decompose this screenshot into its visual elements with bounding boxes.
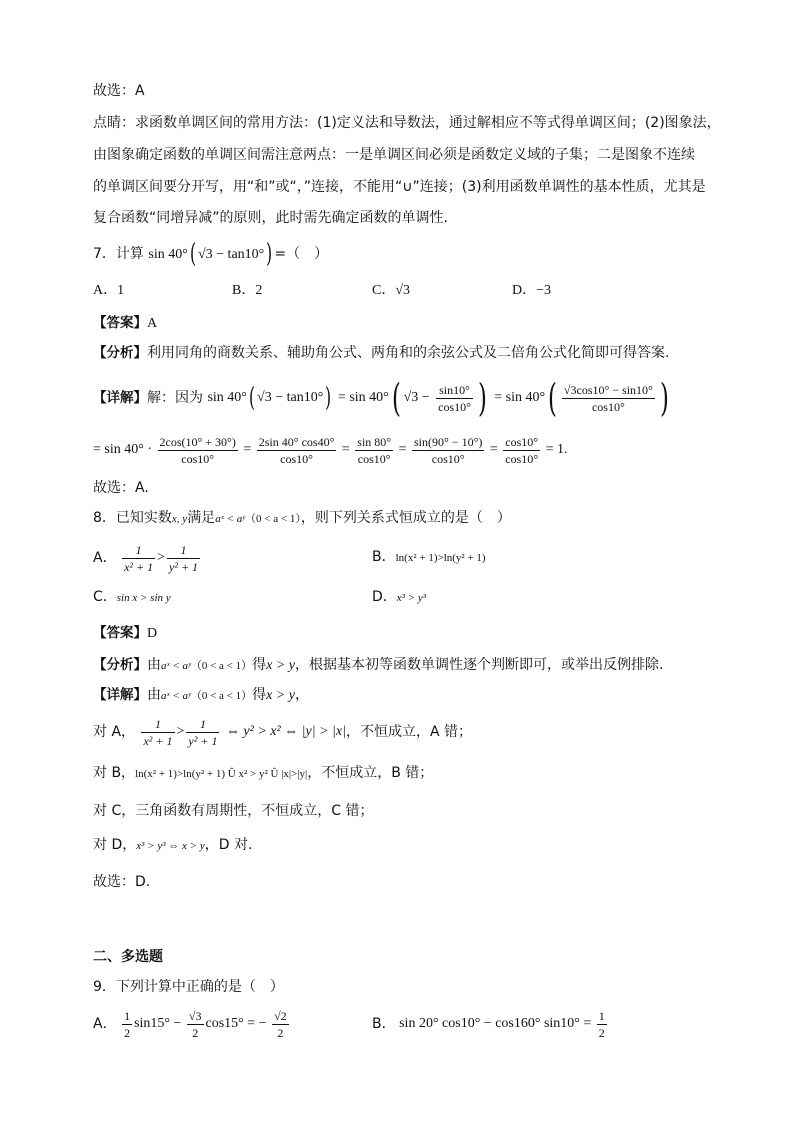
q8-detail-a: 对 A， $\frac{1}{\text{x² + 1}}$ > $\frac{1}{\text{y² + 1}}$ ⇔ y² > x² ⇔ |y| > |x|，不恒成立，A 错； <box>93 716 472 748</box>
q7-close: 故选：A. <box>93 480 149 496</box>
section-title: 二、多选题 <box>93 949 163 965</box>
fraction: $\frac{1}{2}$ <box>124 1008 131 1040</box>
q8-option-d[interactable]: D．x³ > y³ <box>372 589 427 605</box>
fraction: $\frac{√3\cos 10^\circ - \sin 10^\circ}{\cos 10^\circ}$ <box>563 382 653 414</box>
q8-detail-c: 对 C，三角函数有周期性，不恒成立，C 错； <box>93 803 374 819</box>
prev-answer-line: 故选：A <box>93 83 145 99</box>
fraction: $\frac{1}{\text{y² + 1}}$ <box>188 716 218 748</box>
q8-detail-b: 对 B，ln(x² + 1)>ln(y² + 1) Û x² > y² Û |x|>|y|，不恒成立，B 错； <box>93 765 434 781</box>
q8-stem: 8．已知实数x, y满足aˣ < aʸ（0 < a < 1），则下列关系式恒成立的是（ ） <box>93 510 511 526</box>
q8-option-c[interactable]: C．sin x > sin y <box>93 589 171 605</box>
fraction: $\frac{1}{\text{x² + 1}}$ <box>143 716 173 748</box>
fraction: $\frac{1}{2}$ <box>598 1008 605 1040</box>
q8-option-b[interactable]: B．ln(x² + 1)>ln(y² + 1) <box>372 549 486 565</box>
fraction: $\frac{2\sin 40^\circ \cos 40^\circ}{\cos 10^\circ}$ <box>258 434 335 466</box>
tips-line-1: 点睛：求函数单调区间的常用方法：(1)定义法和导数法，通过解相应不等式得单调区间；(2)图象法， <box>93 115 721 131</box>
fraction: $\frac{\cos 10^\circ}{\cos 10^\circ}$ <box>505 434 539 466</box>
q7-answer: 【答案】A <box>93 315 158 331</box>
q9-stem: 9．下列计算中正确的是（ ） <box>93 979 284 995</box>
fraction: $\frac{1}{\text{x² + 1}}$ <box>124 542 154 574</box>
q9-option-b[interactable]: B． sin 20° cos10° − cos160° sin10° = $\frac{1}{2}$ <box>372 1008 605 1040</box>
q7-option-a[interactable]: A．1 <box>93 283 125 298</box>
q7-option-b[interactable]: B．2 <box>232 283 263 298</box>
tips-line-3: 的单调区间要分开写，用“和”或“，”连接，不能用“∪”连接；(3)利用函数单调性的基本性质，尤其是 <box>93 179 706 195</box>
fraction: $\frac{√3}{2}$ <box>188 1008 202 1040</box>
fraction: $\frac{\sin(90^\circ - 10^\circ)}{\cos 10^\circ}$ <box>414 434 483 466</box>
q7-option-d[interactable]: D．−3 <box>512 283 552 298</box>
q8-close: 故选：D. <box>93 874 151 890</box>
q7-detail-line-2: = sin 40° · $\frac{2\cos(10^\circ + 30^\circ)}{\cos 10^\circ}$ = $\frac{2\sin 40^\circ \cos 40^\circ}{\cos 10^\circ}$ = $\frac{\sin 80^\circ}{\cos 10^\circ}$ = $\frac{\sin(90^\circ - 10^\circ)}{\cos 10^\circ}$ = $\frac{\cos 10^\circ}{\cos 10^\circ}$ = 1. <box>93 434 568 466</box>
fraction: $\frac{1}{\text{y² + 1}}$ <box>169 542 199 574</box>
q7-stem: 7．计算 sin 40°( √3 − tan10°) =（ ） <box>93 239 329 269</box>
fraction: $\frac{\sin 10^\circ}{\cos 10^\circ}$ <box>438 382 471 414</box>
q9-option-a[interactable]: A． $\frac{1}{2}$ sin15° − $\frac{√3}{2}$ cos15° = − $\frac{√2}{2}$ <box>93 1008 287 1040</box>
q8-analysis: 【分析】由aˣ < aʸ（0 < a < 1）得x > y，根据基本初等函数单调性逐个判断即可，或举出反例排除. <box>93 657 664 673</box>
fraction: $\frac{√2}{2}$ <box>274 1008 287 1040</box>
q8-answer: 【答案】D <box>93 625 158 641</box>
q8-option-a[interactable]: A． $\frac{1}{\text{x² + 1}}$ > $\frac{1}{\text{y² + 1}}$ <box>93 542 199 574</box>
q7-detail-line-1: 【详解】解：因为 sin 40°( √3 − tan10°) = sin 40°( √3 − $\frac{\sin 10^\circ}{\cos 10^\circ}$ ) = sin 40°( $\frac{√3\cos 10^\circ - \sin 10^\circ}{\cos 10^\circ}$ ) <box>93 376 669 420</box>
q7-option-c[interactable]: C．√3 <box>372 283 411 298</box>
tips-line-2: 由图象确定函数的单调区间需注意两点：一是单调区间必须是函数定义域的子集；二是图象不连续 <box>93 147 695 163</box>
fraction: $\frac{\sin 80^\circ}{\cos 10^\circ}$ <box>357 434 392 466</box>
q7-analysis: 【分析】利用同角的商数关系、辅助角公式、两角和的余弦公式及二倍角公式化简即可得答案. <box>93 345 670 361</box>
tips-line-4: 复合函数“同增异减”的原则，此时需先确定函数的单调性. <box>93 210 448 226</box>
q8-detail: 【详解】由aˣ < aʸ（0 < a < 1）得x > y， <box>93 687 310 703</box>
q8-detail-d: 对 D，x³ > y³ ⇔ x > y，D 对. <box>93 837 253 853</box>
fraction: $\frac{2\cos(10^\circ + 30^\circ)}{\cos 10^\circ}$ <box>159 434 236 466</box>
